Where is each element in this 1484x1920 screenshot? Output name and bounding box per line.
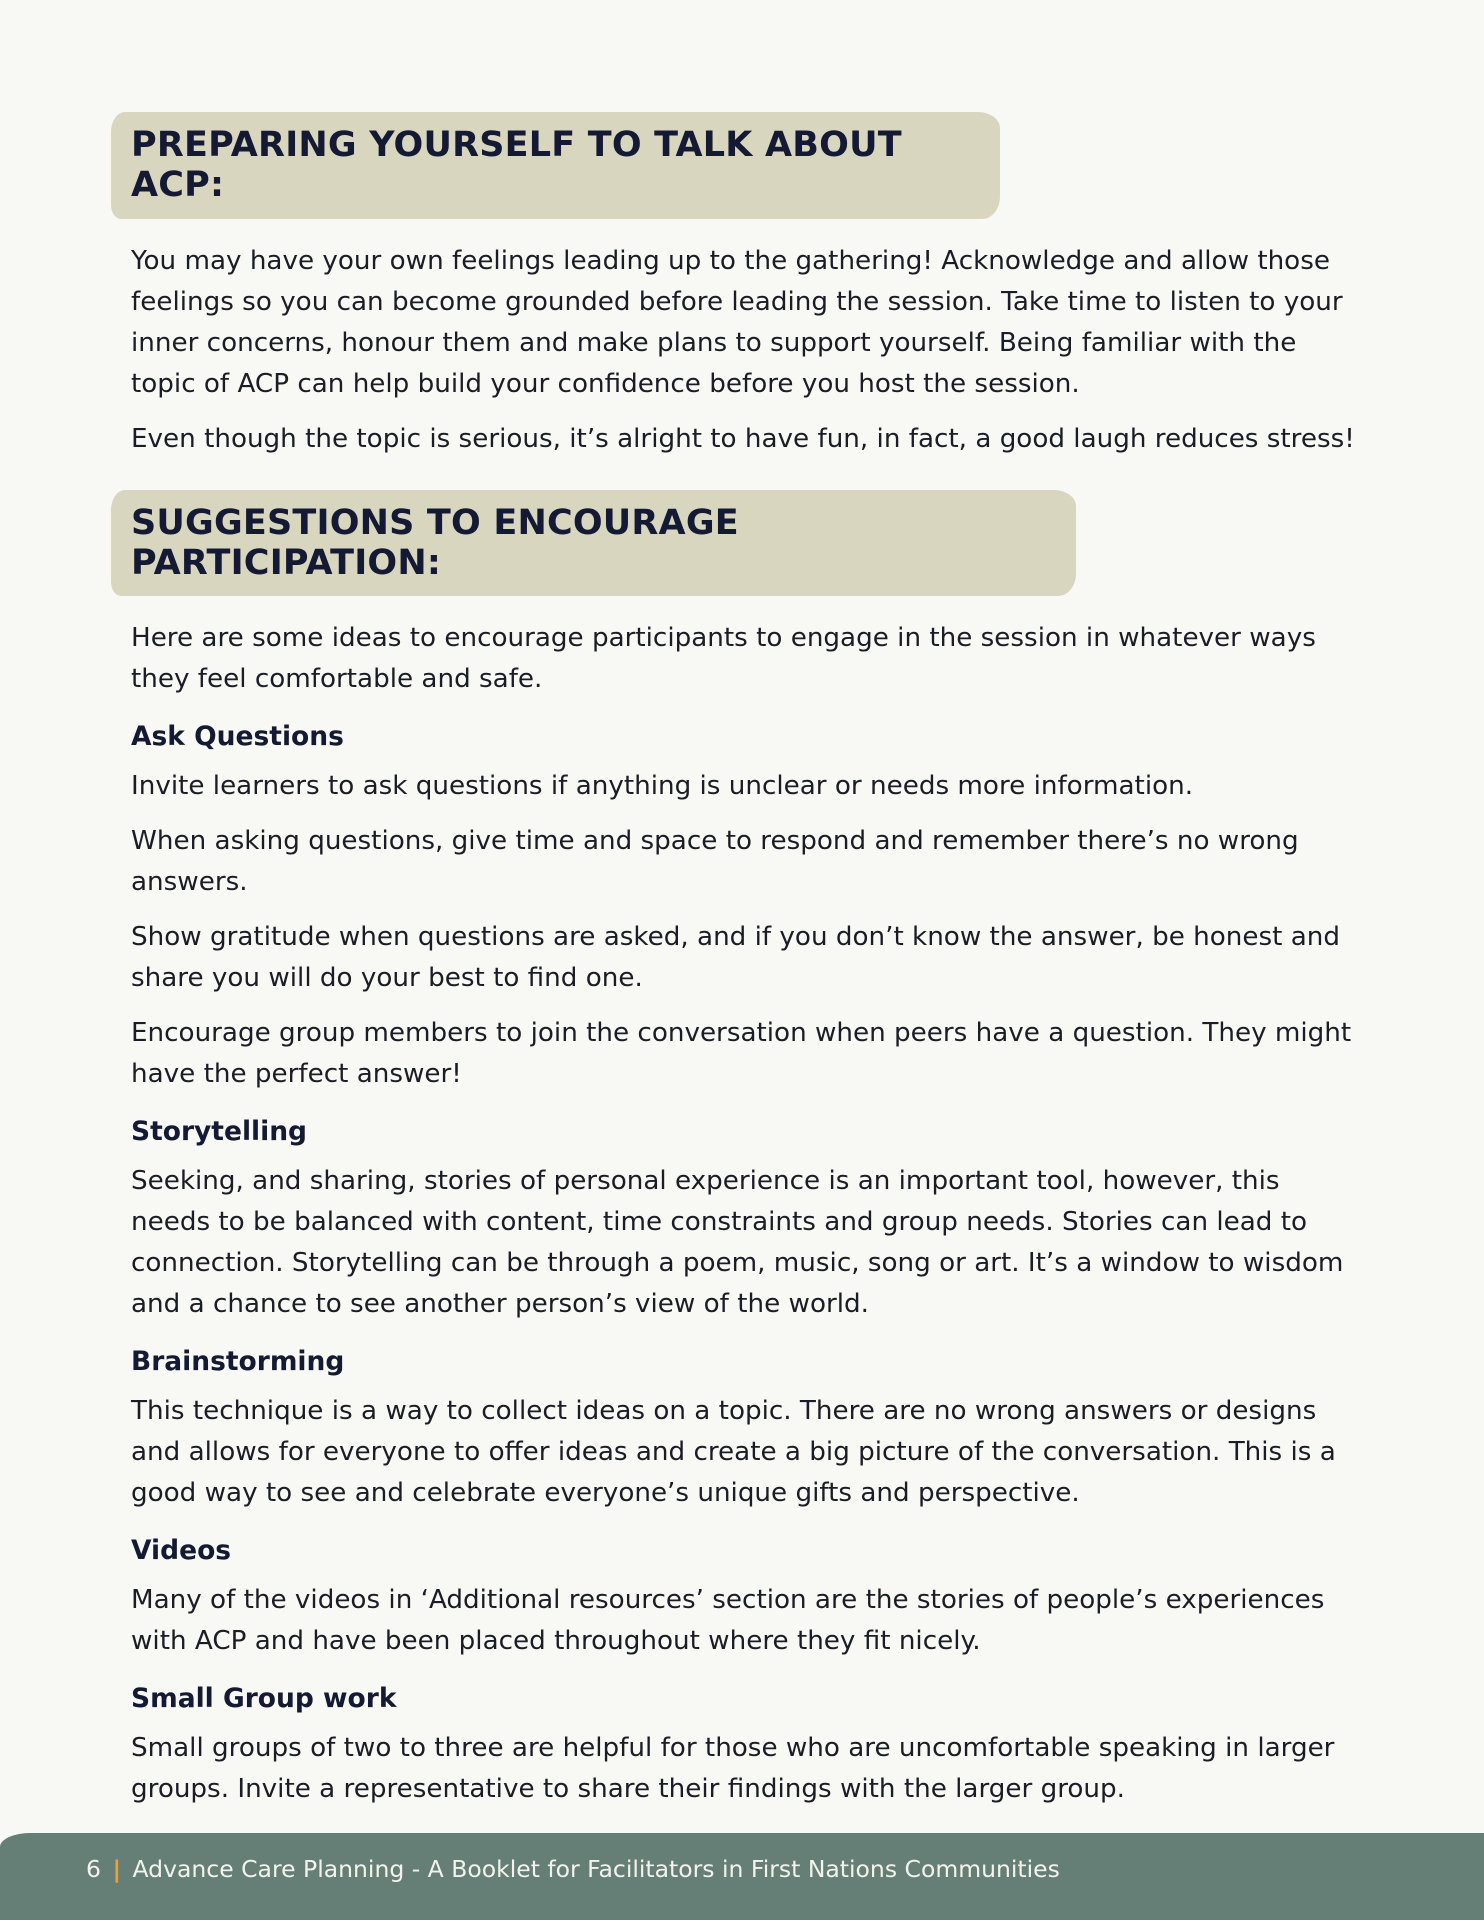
- paragraph: When asking questions, give time and space to respond and remember there’s no wrong answers.: [131, 826, 1299, 897]
- paragraph: You may have your own feelings leading up to the gathering! Acknowledge and allow those feelings so you can become grounded before leading the session. Take time to listen to your inner concerns, honour them and make plans to support yourself. Being familiar with the topic of ACP can help build your confidence before you host the session.: [131, 245, 1343, 399]
- subheading-videos: Videos: [131, 1535, 232, 1566]
- paragraph: Small groups of two to three are helpful for those who are uncomfortable speaking in larger groups. Invite a representative to share their findings with the larger group.: [131, 1733, 1335, 1804]
- footer-text: [86, 1855, 1060, 1883]
- intro-paragraph: Here are some ideas to encourage participants to engage in the session in whatever ways they feel comfortable and safe.: [131, 623, 1316, 694]
- paragraph: Invite learners to ask questions if anything is unclear or needs more information.: [131, 771, 1194, 801]
- paragraph: This technique is a way to collect ideas on a topic. There are no wrong answers or designs and allows for everyone to offer ideas and create a big picture of the conversation. This is a good way to see and celebrate everyone’s unique gifts and perspective.: [131, 1396, 1336, 1508]
- section-heading-preparing: PREPARING YOURSELF TO TALK ABOUT ACP:: [111, 112, 1000, 219]
- subheading-storytelling: Storytelling: [131, 1116, 308, 1147]
- section-heading-suggestions: SUGGESTIONS TO ENCOURAGE PARTICIPATION:: [111, 490, 1076, 597]
- paragraph: Even though the topic is serious, it’s alright to have fun, in fact, a good laugh reduces stress!: [131, 423, 1355, 454]
- paragraph: Seeking, and sharing, stories of personal experience is an important tool, however, this needs to be balanced with content, time constraints and group needs. Stories can lead to connection. Storytelling can be through a poem, music, song or art. It’s a window to wisdom and a chance to see another person’s view of the world.: [131, 1166, 1344, 1319]
- page-footer: [0, 1833, 1484, 1920]
- subheading-ask-questions: Ask Questions: [131, 721, 344, 752]
- paragraph: Show gratitude when questions are asked, and if you don’t know the answer, be honest and share you will do your best to find one.: [131, 922, 1340, 993]
- subheading-brainstorming: Brainstorming: [131, 1346, 345, 1377]
- footer-separator: |: [112, 1855, 122, 1883]
- booklet-title: Advance Care Planning - A Booklet for Facilitators in First Nations Communities: [132, 1855, 1060, 1883]
- page-content: [131, 112, 1361, 1824]
- page-number: 6: [86, 1855, 101, 1883]
- paragraph: Many of the videos in ‘Additional resources’ section are the stories of people’s experiences with ACP and have been placed throughout where they fit nicely.: [131, 1585, 1325, 1656]
- paragraph: Encourage group members to join the conversation when peers have a question. They might have the perfect answer!: [131, 1018, 1352, 1089]
- subheading-small-group-work: Small Group work: [131, 1683, 397, 1714]
